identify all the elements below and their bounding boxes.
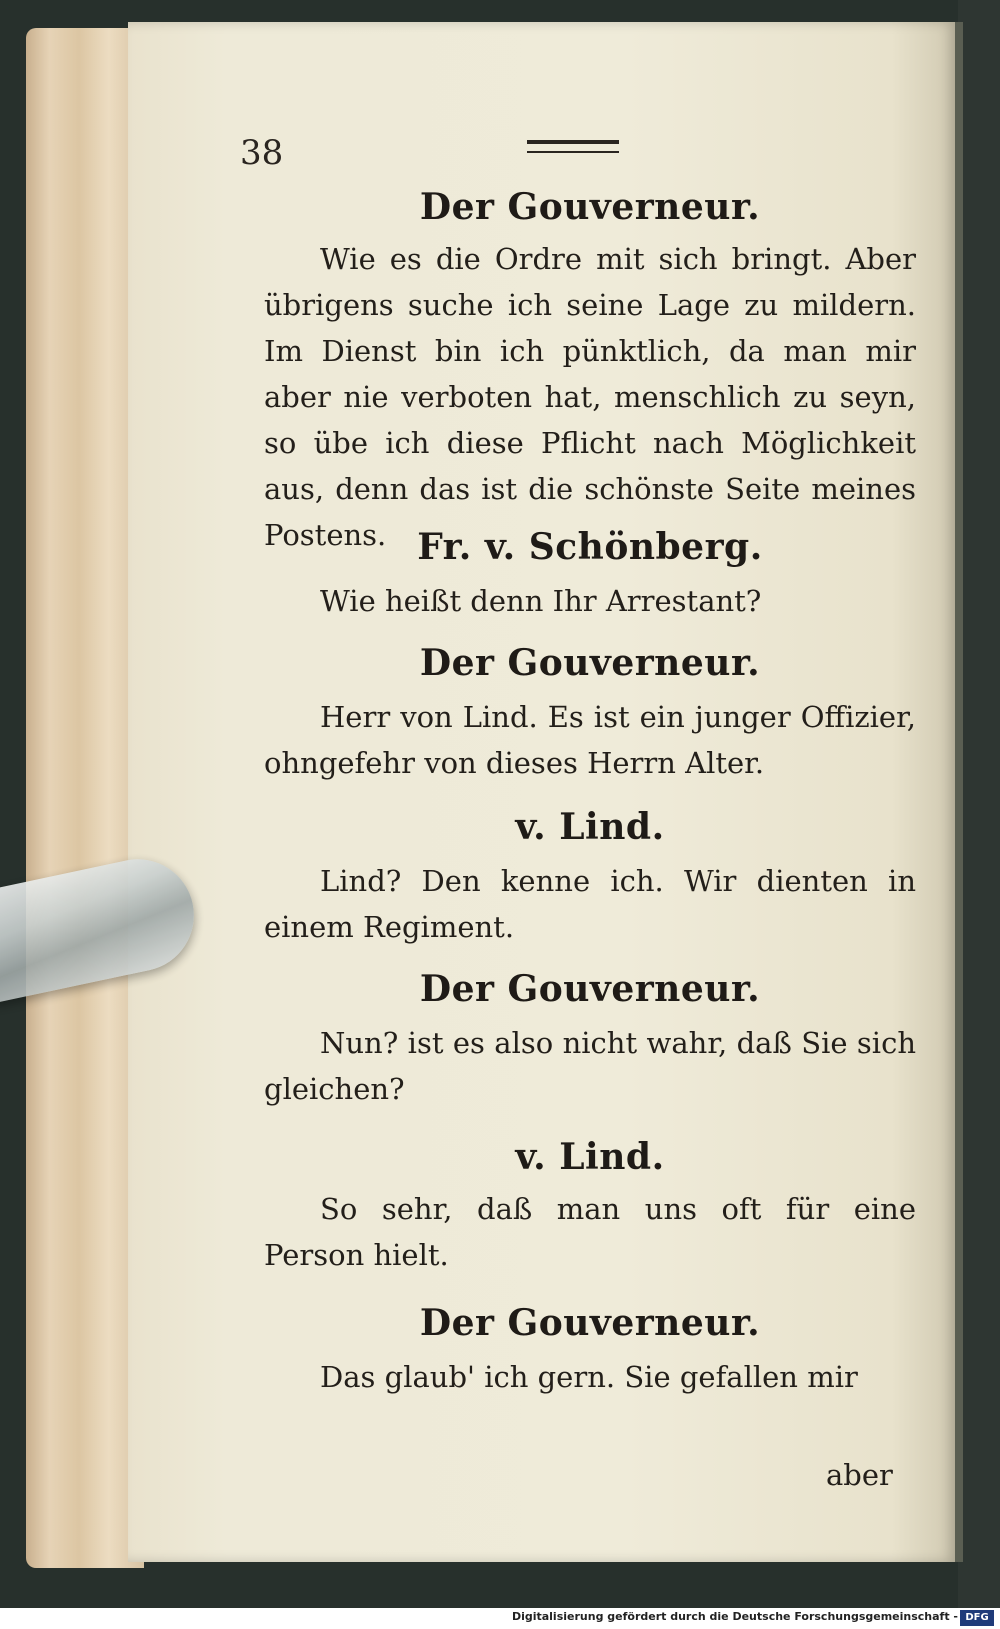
catchword: aber	[826, 1458, 893, 1492]
speaker-name: v. Lind.	[515, 806, 665, 848]
speech-text: Lind? Den kenne ich. Wir dienten in einem Regiment.	[264, 864, 916, 944]
speech-text: Das glaub' ich gern. Sie gefallen mir	[320, 1360, 858, 1394]
speech-text: So sehr, daß man uns oft für eine Person hielt.	[264, 1192, 916, 1272]
header-rule-thin	[527, 151, 619, 153]
speaker-name: Der Gouverneur.	[419, 642, 761, 684]
speaker-name: v. Lind.	[515, 1136, 665, 1178]
speech-text: Wie es die Ordre mit sich bringt. Aber übrigens suche ich seine Lage zu mildern. Im Dienst bin ich pünktlich, da man mir aber nie verboten hat, menschlich zu seyn, so übe ich diese Pflicht nach Möglichkeit aus, denn das ist die schönste Seite meines Postens.	[264, 242, 916, 552]
background-strip	[958, 0, 1000, 1629]
page-number: 38	[240, 133, 284, 173]
dfg-logo: DFG	[960, 1610, 994, 1626]
speaker-name: Der Gouverneur.	[419, 1302, 761, 1344]
footer-credit: Digitalisierung gefördert durch die Deutsche Forschungsgemeinschaft -	[511, 1610, 958, 1623]
speech-text: Wie heißt denn Ihr Arrestant?	[320, 584, 762, 618]
header-rule	[527, 140, 619, 144]
speaker-name: Der Gouverneur.	[419, 968, 761, 1010]
page-gutter-shadow	[955, 22, 963, 1562]
speaker-name: Der Gouverneur.	[419, 186, 761, 228]
book-page-edges	[26, 28, 144, 1568]
speech-text: Nun? ist es also nicht wahr, daß Sie sich gleichen?	[264, 1026, 916, 1106]
speaker-name: Fr. v. Schönberg.	[417, 526, 763, 568]
speech-text: Herr von Lind. Es ist ein junger Offizier, ohngefehr von dieses Herrn Alter.	[264, 700, 916, 780]
